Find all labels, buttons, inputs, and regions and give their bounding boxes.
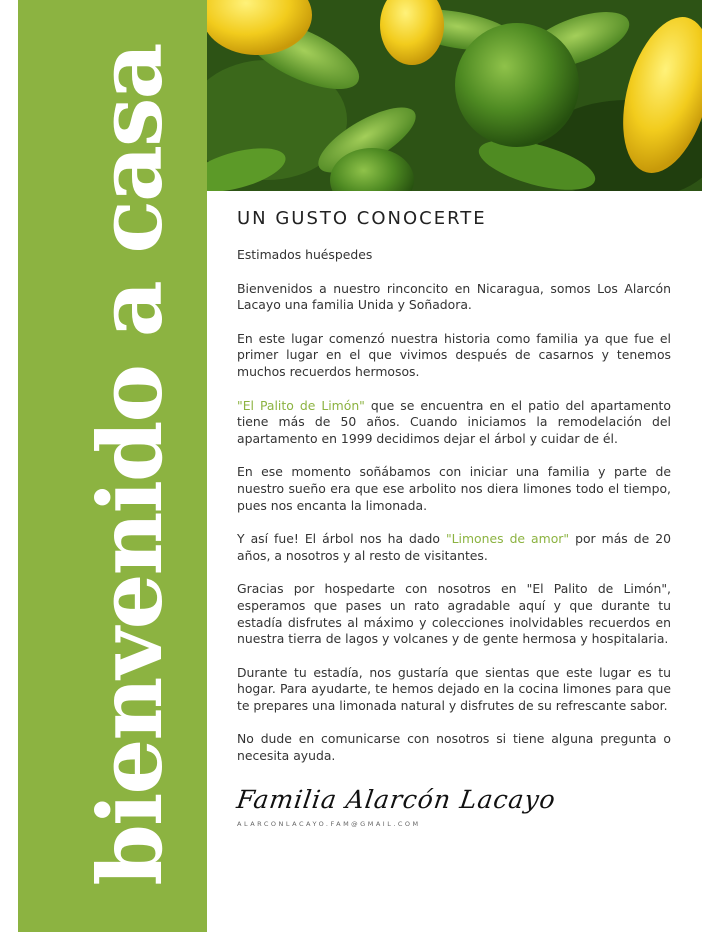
letter-heading: UN GUSTO CONOCERTE — [237, 208, 487, 229]
paragraph-contact: No dude en comunicarse con nosotros si tiene alguna pregunta o necesita ayuda. — [237, 731, 671, 764]
green-sidebar — [18, 0, 207, 932]
contact-email: ALARCONLACAYO.FAM@GMAIL.COM — [237, 819, 421, 828]
vertical-title: bienvenido a casa — [78, 44, 182, 886]
paragraph-lemon-tree-text: que se encuentra en el patio del apartamento tiene más de 50 años. Cuando iniciamos la remodelación del apartamento en 1999 decidimos dejar el árbol y cuidar de él. — [237, 397, 671, 446]
paragraph-limones-de-amor — [237, 531, 671, 564]
paragraph-lemon-tree — [237, 398, 671, 448]
signature: Familia Alarcón Lacayo — [234, 784, 558, 814]
paragraph-thanks: Gracias por hospedarte con nosotros en "El Palito de Limón", esperamos que pases un rato agradable aquí y que durante tu estadía disfrutes al máximo y colecciones inolvidables recuerdos en nuestra tierra de lagos y volcanes y de gente hermosa y hospitalaria. — [237, 581, 671, 647]
paragraph-history: En este lugar comenzó nuestra historia como familia ya que fue el primer lugar en el que vivimos después de casarnos y tenemos muchos recuerdos hermosos. — [237, 330, 671, 379]
paragraph-intro: Bienvenidos a nuestro rinconcito en Nicaragua, somos Los Alarcón Lacayo una familia Unida y Soñadora. — [237, 280, 671, 313]
greeting: Estimados huéspedes — [237, 247, 373, 262]
highlight-palito-de-limon: "El Palito de Limón" — [237, 397, 365, 413]
paragraph-limones-end: por más de 20 años, a nosotros y al resto de visitantes. — [237, 531, 671, 563]
paragraph-home: Durante tu estadía, nos gustaría que sientas que este lugar es tu hogar. Para ayudarte, te hemos dejado en la cocina limones para que te prepares una limonada natural y disfrutes de su refrescante sabor. — [237, 664, 671, 713]
lemon-tree-photo — [207, 0, 702, 191]
highlight-limones-de-amor: "Limones de amor" — [445, 531, 570, 547]
welcome-letter — [234, 208, 671, 828]
paragraph-limones-start: Y así fue! El árbol nos ha dado — [237, 531, 446, 547]
paragraph-dream: En ese momento soñábamos con iniciar una familia y parte de nuestro sueño era que ese arbolito nos diera limones todo el tiempo, pues nos encanta la limonada. — [237, 464, 671, 513]
lemon-tree-icon — [207, 0, 702, 191]
